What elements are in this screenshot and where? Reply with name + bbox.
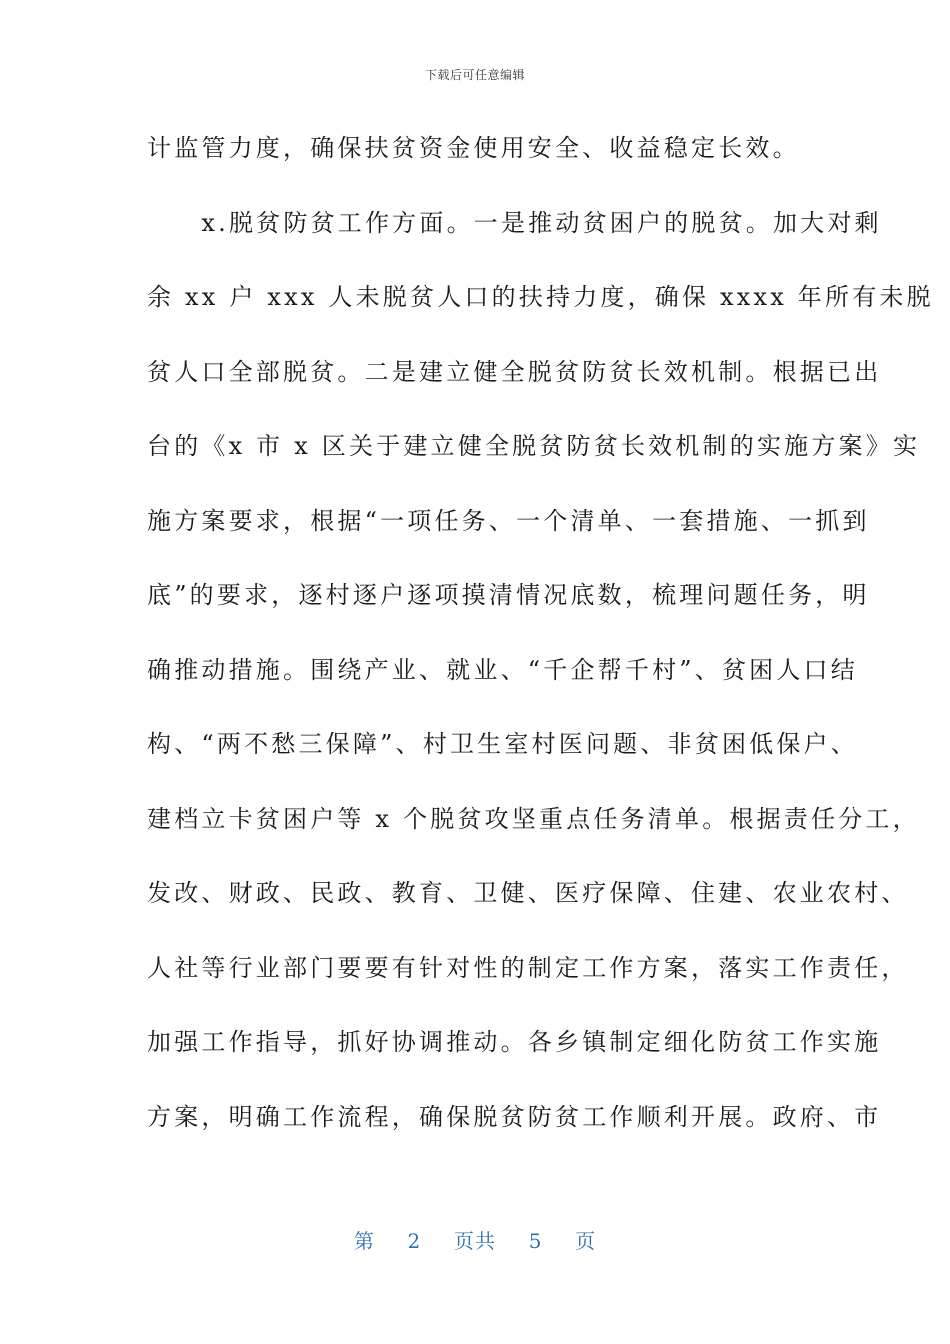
text-line: 人社等行业部门要要有针对性的制定工作方案，落实工作责任， xyxy=(147,953,909,982)
text-line: 确推动措施。围绕产业、就业、“千企帮千村”、贫困人口结 xyxy=(147,655,858,684)
page-mid: 页共 xyxy=(454,1229,496,1253)
text-line: 贫人口全部脱贫。二是建立健全脱贫防贫长效机制。根据已出 xyxy=(147,357,882,386)
text-line: 余 xx 户 xxx 人未脱贫人口的扶持力度，确保 xxxx 年所有未脱 xyxy=(147,283,934,311)
text-line: 加强工作指导，抓好协调推动。各乡镇制定细化防贫工作实施 xyxy=(147,1028,882,1056)
page-number-footer xyxy=(0,1225,950,1254)
text-line: 构、“两不愁三保障”、村卫生室村医问题、非贫困低保户、 xyxy=(147,730,858,758)
text-line: x.脱贫防贫工作方面。一是推动贫困户的脱贫。加大对剩 xyxy=(147,208,882,237)
text-line: 底”的要求，逐村逐户逐项摸清情况底数，梳理问题任务，明 xyxy=(147,581,870,609)
page-current: 2 xyxy=(407,1229,422,1253)
header-note: 下载后可任意编辑 xyxy=(424,68,525,82)
text-line: 计监管力度，确保扶贫资金使用安全、收益稳定长效。 xyxy=(147,134,800,162)
text-line: 方案，明确工作流程，确保脱贫防贫工作顺利开展。政府、市 xyxy=(147,1102,882,1131)
text-line: 建档立卡贫困户等 x 个脱贫攻坚重点任务清单。根据责任分工， xyxy=(147,804,920,833)
text-line: 台的《x 市 x 区关于建立健全脱贫防贫长效机制的实施方案》实 xyxy=(147,432,921,460)
page-suffix: 页 xyxy=(575,1229,597,1253)
page-total: 5 xyxy=(528,1229,543,1253)
body-text xyxy=(147,128,934,1171)
page-prefix: 第 xyxy=(353,1229,375,1253)
text-line: 施方案要求，根据“一项任务、一个清单、一套措施、一抓到 xyxy=(147,506,870,535)
text-line: 发改、财政、民政、教育、卫健、医疗保障、住建、农业农村、 xyxy=(147,879,909,907)
